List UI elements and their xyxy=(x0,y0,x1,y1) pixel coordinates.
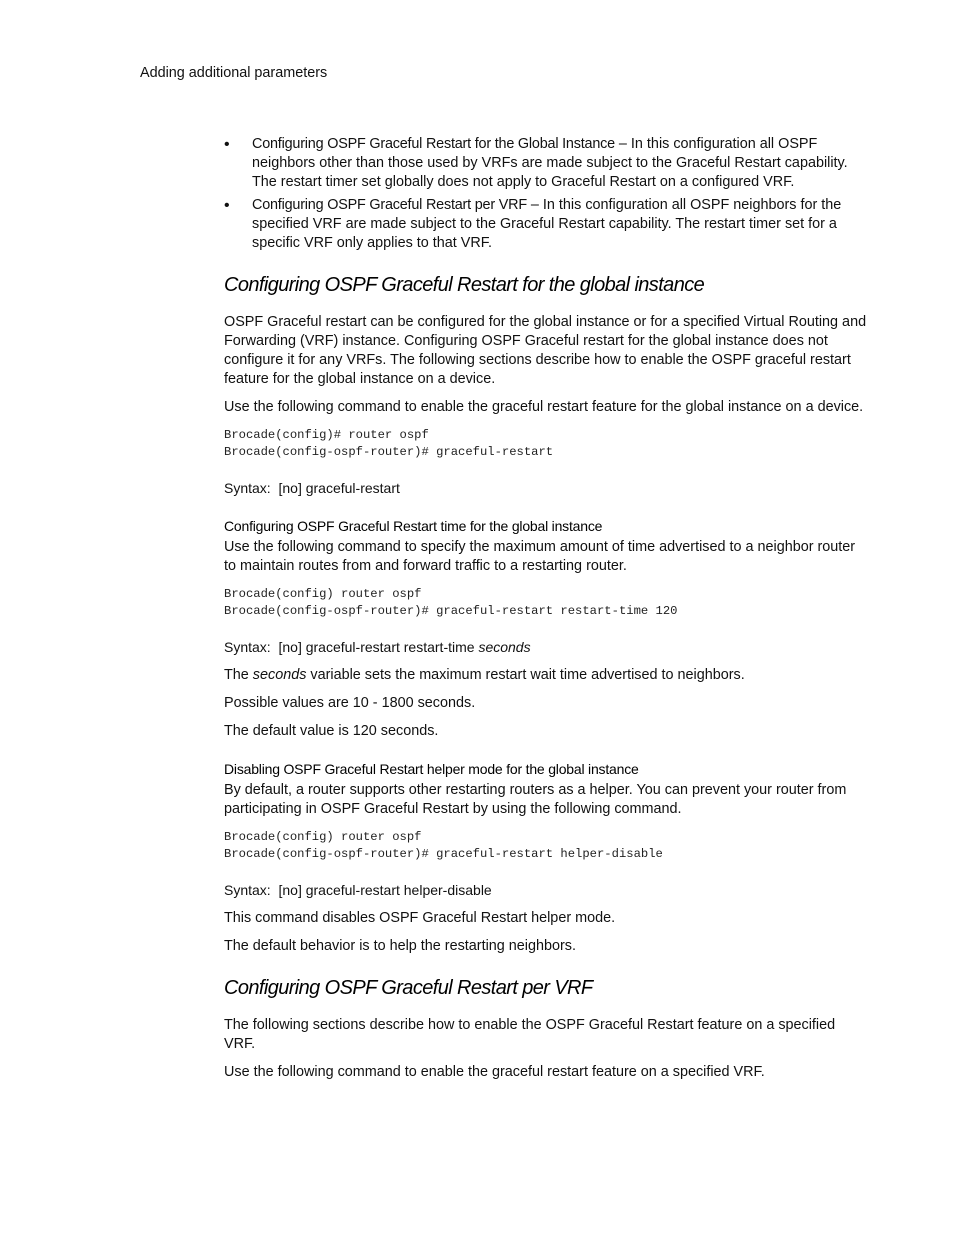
paragraph: Use the following command to enable the graceful restart feature on a specified VRF. xyxy=(224,1064,765,1080)
paragraph: Possible values are 10 - 1800 seconds. xyxy=(224,695,476,711)
syntax-variable: seconds xyxy=(478,639,531,655)
bullet-icon: • xyxy=(224,136,230,153)
bullet-lead: Configuring OSPF Graceful Restart per VRF xyxy=(252,197,527,213)
paragraph: Use the following command to enable the graceful restart feature for the global instance on a device. xyxy=(224,399,864,415)
syntax-line xyxy=(224,638,869,657)
paragraph: The default behavior is to help the restarting neighbors. xyxy=(224,938,576,954)
section-heading-global: Configuring OSPF Graceful Restart for the global instance xyxy=(224,274,705,296)
bullet-item-vrf xyxy=(224,196,869,253)
syntax-label: Syntax: xyxy=(224,882,271,898)
syntax-no-option: [no] xyxy=(278,639,302,655)
intro-bullet-list xyxy=(224,135,869,253)
text-run: variable sets the maximum restart wait time advertised to neighbors. xyxy=(306,667,745,683)
syntax-label: Syntax: xyxy=(224,480,271,496)
code-block: Brocade(config) router ospf Brocade(config-ospf-router)# graceful-restart helper-disable xyxy=(224,830,663,861)
text-run: The xyxy=(224,667,253,683)
paragraph: The following sections describe how to enable the OSPF Graceful Restart feature on a specified VRF. xyxy=(224,1017,836,1052)
bullet-lead: Configuring OSPF Graceful Restart for the Global Instance xyxy=(252,136,615,152)
paragraph: OSPF Graceful restart can be configured for the global instance or for a specified Virtual Routing and Forwarding (VRF) instance. Configuring OSPF Graceful restart for the global instance does not configure it for any VRFs. The following sections describe how to enable the OSPF graceful restart feature for the global instance on a device. xyxy=(224,314,867,387)
code-block: Brocade(config)# router ospf Brocade(config-ospf-router)# graceful-restart xyxy=(224,428,554,459)
paragraph: By default, a router supports other restarting routers as a helper. You can prevent your router from participating in OSPF Graceful Restart by using the following command. xyxy=(224,782,847,817)
bullet-icon: • xyxy=(224,197,230,214)
subsection-heading-restart-time: Configuring OSPF Graceful Restart time for the global instance xyxy=(224,518,603,534)
running-header: Adding additional parameters xyxy=(140,65,328,81)
syntax-command: graceful-restart helper-disable xyxy=(305,882,492,898)
syntax-line xyxy=(224,881,869,900)
section-heading-per-vrf: Configuring OSPF Graceful Restart per VRF xyxy=(224,977,593,999)
syntax-command: graceful-restart xyxy=(305,480,400,496)
syntax-no-option: [no] xyxy=(278,480,302,496)
bullet-text: – In this configuration all OSPF neighbors for the specified VRF are made subject to the Graceful Restart capability. The restart timer set for a specific VRF only applies to that VRF. xyxy=(252,197,842,251)
syntax-line xyxy=(224,479,869,498)
page-body xyxy=(224,135,869,1091)
subsection-heading-helper-mode: Disabling OSPF Graceful Restart helper mode for the global instance xyxy=(224,761,639,777)
code-block: Brocade(config) router ospf Brocade(config-ospf-router)# graceful-restart restart-time 120 xyxy=(224,587,678,618)
paragraph xyxy=(224,666,869,685)
paragraph: Use the following command to specify the maximum amount of time advertised to a neighbor router to maintain routes from and forward traffic to a restarting router. xyxy=(224,539,856,574)
syntax-command: graceful-restart restart-time xyxy=(305,639,475,655)
variable-name: seconds xyxy=(252,667,307,683)
syntax-no-option: [no] xyxy=(278,882,302,898)
paragraph: This command disables OSPF Graceful Restart helper mode. xyxy=(224,910,616,926)
syntax-label: Syntax: xyxy=(224,639,271,655)
bullet-text: – In this configuration all OSPF neighbors other than those used by VRFs are made subject to the Graceful Restart capability. The restart timer set globally does not apply to Graceful Restart on a configured VRF. xyxy=(252,136,848,190)
paragraph: The default value is 120 seconds. xyxy=(224,723,439,739)
bullet-item-global xyxy=(224,135,869,192)
